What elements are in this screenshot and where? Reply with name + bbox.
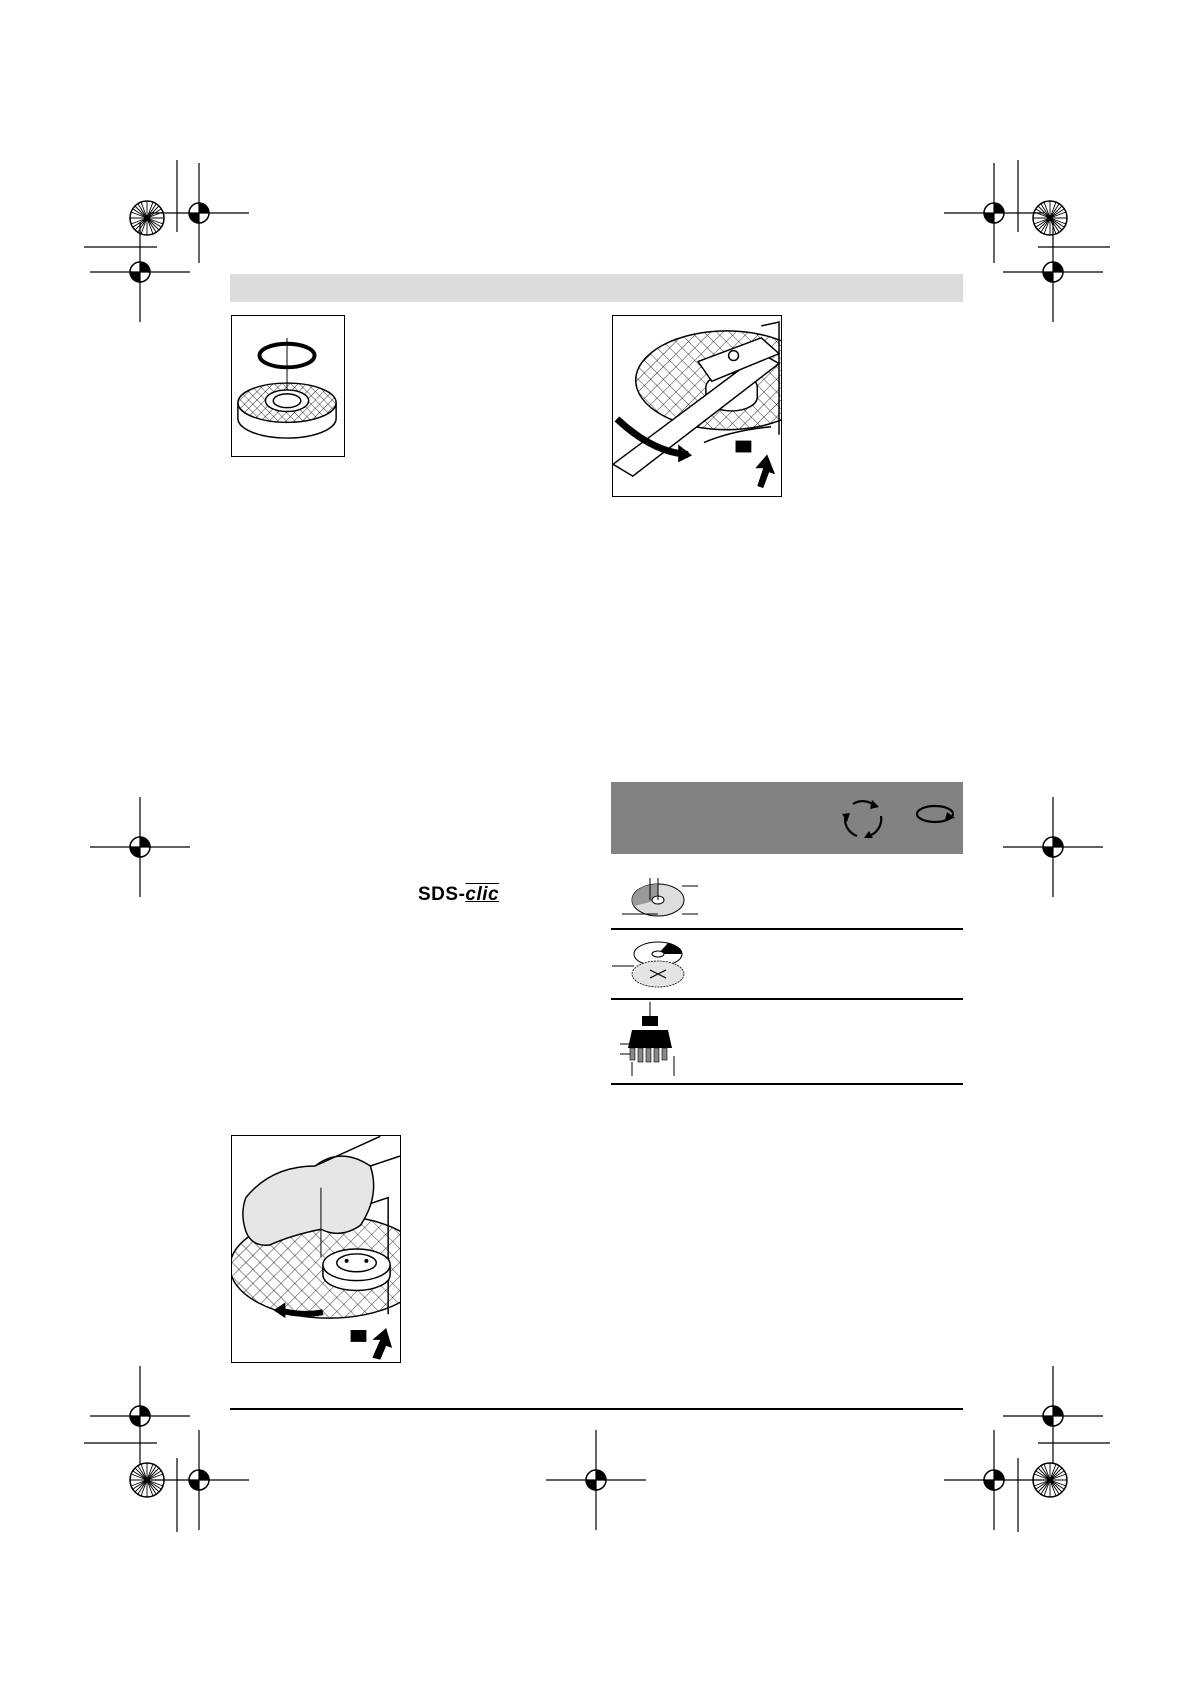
recycle-arrows-icon bbox=[839, 794, 887, 842]
flange-oring-illustration bbox=[232, 316, 344, 456]
table-row-divider bbox=[611, 928, 963, 930]
row-icon-wire-cup-brush bbox=[620, 1002, 680, 1076]
wrench-loosening-illustration bbox=[613, 316, 781, 496]
table-row-divider bbox=[611, 1083, 963, 1085]
hand-tightening-illustration bbox=[232, 1136, 400, 1362]
row-icon-grinding-disc bbox=[612, 934, 692, 994]
table-row-divider bbox=[611, 998, 963, 1000]
rotation-direction-icon bbox=[913, 798, 957, 830]
sds-logo-suffix: clic bbox=[465, 884, 500, 905]
figure-hand-tightening bbox=[231, 1135, 401, 1363]
sds-clic-logo bbox=[418, 884, 499, 906]
header-band bbox=[230, 274, 963, 302]
figure-wrench-loosening bbox=[612, 315, 782, 497]
sds-logo-prefix: SDS- bbox=[418, 884, 466, 905]
figure-flange-oring bbox=[231, 315, 345, 457]
footer-rule bbox=[230, 1408, 963, 1410]
table-header bbox=[611, 782, 963, 854]
row-icon-cutting-disc bbox=[622, 874, 698, 922]
